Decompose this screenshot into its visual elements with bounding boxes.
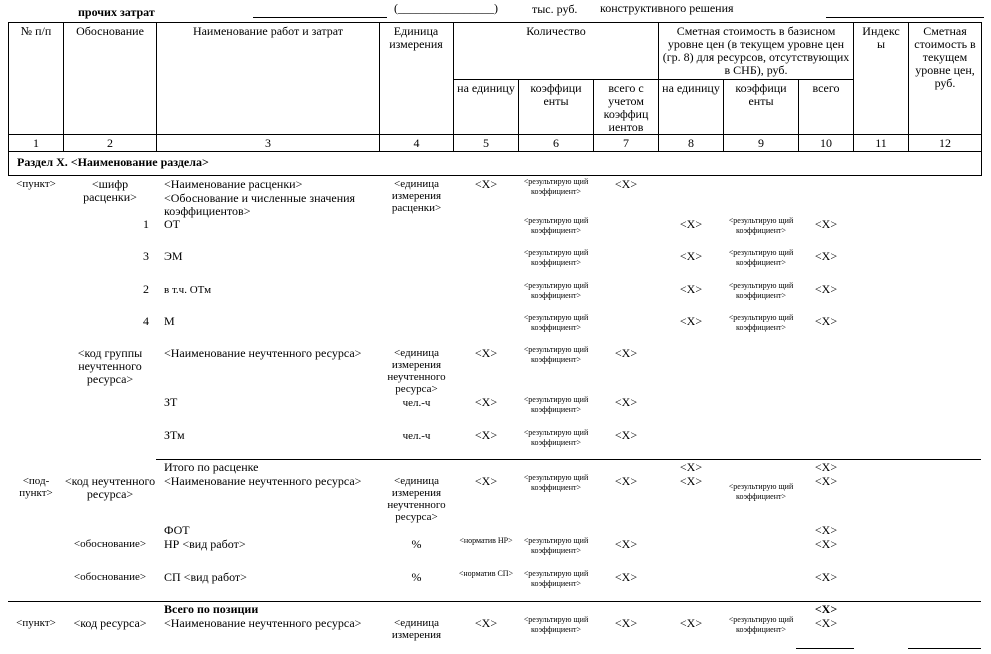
nr-label: НР <вид работ> (164, 537, 246, 551)
decision-label: конструктивного решения (600, 1, 734, 15)
result-coef: <результирую щий коэффициент> (523, 536, 589, 555)
value-x-bold: <X> (814, 602, 838, 616)
value-x: <X> (614, 395, 638, 409)
value-x: <X> (614, 428, 638, 442)
basis-nr: <обоснование> (73, 538, 147, 550)
cost-coef-header: коэффици енты (735, 81, 787, 108)
em-label: ЭМ (164, 249, 183, 263)
value-x: <X> (474, 474, 498, 488)
result-coef: <результирую щий коэффициент> (523, 216, 589, 235)
col-unit-header: Единица измерения (389, 24, 443, 51)
col-number: 6 (553, 136, 559, 150)
paren-blank: (________________) (394, 1, 498, 15)
col-number: 4 (413, 136, 420, 150)
value-x: <X> (474, 177, 498, 191)
value-x: <X> (614, 537, 638, 551)
value-x: <X> (814, 314, 838, 328)
rate-code: <шифр расценки> (83, 177, 137, 204)
last-unit: <единица измерения (391, 617, 442, 641)
value-x: <X> (679, 460, 703, 474)
col-current-header: Сметная стоимость в текущем уровне цен, руб. (914, 24, 976, 90)
rate-unit: <единица измерения расценки> (391, 178, 442, 214)
ztm-label: ЗТм (164, 428, 185, 442)
sp-label: СП <вид работ> (164, 570, 247, 584)
rate-total-label: Итого по расценке (164, 460, 259, 474)
unres-unit: <единица измерения неучтенного ресурса> (387, 347, 446, 395)
position-total-label: Всего по позиции (164, 602, 259, 616)
value-x: <X> (679, 217, 703, 231)
row-index: 4 (143, 314, 149, 328)
unres-code: <код неучтенного ресурса> (64, 474, 156, 501)
cost-per-unit-header: на единицу (662, 81, 720, 95)
value-x: <X> (614, 177, 638, 191)
fot-label: ФОТ (164, 523, 190, 537)
col-number: 7 (623, 136, 629, 150)
cost-total-header: всего (812, 81, 840, 95)
rate-name: <Наименование расценки> (164, 177, 303, 191)
value-x: <X> (814, 616, 838, 630)
col-number: 9 (758, 136, 764, 150)
result-coef: <результирую щий коэффициент> (728, 281, 794, 300)
punkt: <пункт> (16, 178, 56, 190)
title-fragment: прочих затрат (78, 5, 155, 19)
col-number: 8 (688, 136, 694, 150)
col-number: 12 (939, 136, 951, 150)
col-basis-header: Обоснование (76, 24, 144, 38)
ztm-unit: чел.-ч (402, 430, 431, 442)
result-coef: <результирую щий коэффициент> (523, 615, 589, 634)
value-x: <X> (474, 428, 498, 442)
zt-unit: чел.-ч (402, 397, 431, 409)
col-qty-header: Количество (526, 24, 586, 38)
value-x: <X> (814, 217, 838, 231)
value-x: <X> (814, 570, 838, 584)
unres-name: <Наименование неучтенного ресурса> (164, 346, 362, 360)
value-x: <X> (814, 282, 838, 296)
unres-name-2: <Наименование неучтенного ресурса> (164, 474, 362, 488)
basis-sp: <обоснование> (73, 571, 147, 583)
value-x: <X> (474, 395, 498, 409)
qty-coef-header: коэффици енты (530, 81, 582, 108)
coef-basis: <Обоснование и численные значения коэффициентов> (164, 191, 356, 218)
result-coef: <результирую щий коэффициент> (728, 216, 794, 235)
result-coef: <результирую щий коэффициент> (523, 428, 589, 447)
result-coef: <результирую щий коэффициент> (523, 177, 589, 196)
result-coef: <результирую щий коэффициент> (728, 482, 794, 501)
value-x: <X> (614, 570, 638, 584)
value-x: <X> (814, 460, 838, 474)
value-x: <X> (614, 616, 638, 630)
value-x: <X> (474, 616, 498, 630)
value-x: <X> (679, 282, 703, 296)
col-name-header: Наименование работ и затрат (192, 24, 344, 38)
col-number: 10 (820, 136, 832, 150)
value-x: <X> (679, 474, 703, 488)
col-num-header: № п/п (20, 24, 52, 38)
qty-total-header: всего с учетом коэффиц иентов (603, 81, 649, 134)
value-x: <X> (814, 249, 838, 263)
result-coef: <результирую щий коэффициент> (523, 473, 589, 492)
sub-punkt: <под- пункт> (19, 475, 53, 499)
value-x: <X> (679, 249, 703, 263)
result-coef: <результирую щий коэффициент> (523, 281, 589, 300)
value-x: <X> (679, 616, 703, 630)
col-number: 3 (265, 136, 271, 150)
unit-label: тыс. руб. (532, 2, 578, 16)
row-index: 1 (143, 217, 149, 231)
col-index-header: Индекс ы (862, 24, 900, 51)
group-code: <код группы неучтенного ресурса> (77, 346, 143, 386)
section-title: Раздел X. <Наименование раздела> (17, 155, 209, 169)
otm-label: в т.ч. ОТм (164, 284, 212, 296)
ot-label: ОТ (164, 217, 180, 231)
col-cost-header: Сметная стоимость в базисном уровне цен (в текущем уровне цен (гр. 8) для ресурсов, отсутствующих в СНБ), руб. (662, 24, 850, 77)
result-coef: <результирую щий коэффициент> (728, 248, 794, 267)
unres-unit-2: <единица измерения неучтенного ресурса> (387, 475, 446, 523)
row-index: 3 (143, 249, 149, 263)
result-coef: <результирую щий коэффициент> (523, 313, 589, 332)
punkt-2: <пункт> (16, 617, 56, 629)
value-x: <X> (614, 346, 638, 360)
value-x: <X> (814, 474, 838, 488)
value-x: <X> (814, 523, 838, 537)
result-coef: <результирую щий коэффициент> (523, 248, 589, 267)
result-coef: <результирую щий коэффициент> (523, 345, 589, 364)
result-coef: <результирую щий коэффициент> (728, 615, 794, 634)
row-index: 2 (143, 282, 149, 296)
col-number: 5 (483, 136, 489, 150)
value-x: <X> (679, 314, 703, 328)
zt-label: ЗТ (164, 395, 178, 409)
resource-code: <код ресурса> (73, 616, 147, 630)
value-x: <X> (474, 346, 498, 360)
col-number: 2 (107, 136, 113, 150)
sp-norm: <норматив СП> (458, 569, 514, 578)
result-coef: <результирую щий коэффициент> (728, 313, 794, 332)
qty-per-unit-header: на единицу (457, 81, 515, 95)
col-number: 1 (33, 136, 39, 150)
col-number: 11 (875, 136, 887, 150)
nr-norm: <норматив НР> (459, 536, 513, 545)
sp-unit: % (411, 570, 422, 584)
unres-name-3: <Наименование неучтенного ресурса> (164, 616, 362, 630)
nr-unit: % (411, 537, 422, 551)
result-coef: <результирую щий коэффициент> (523, 569, 589, 588)
m-label: М (164, 314, 175, 328)
value-x: <X> (614, 474, 638, 488)
value-x: <X> (814, 537, 838, 551)
result-coef: <результирую щий коэффициент> (523, 395, 589, 414)
